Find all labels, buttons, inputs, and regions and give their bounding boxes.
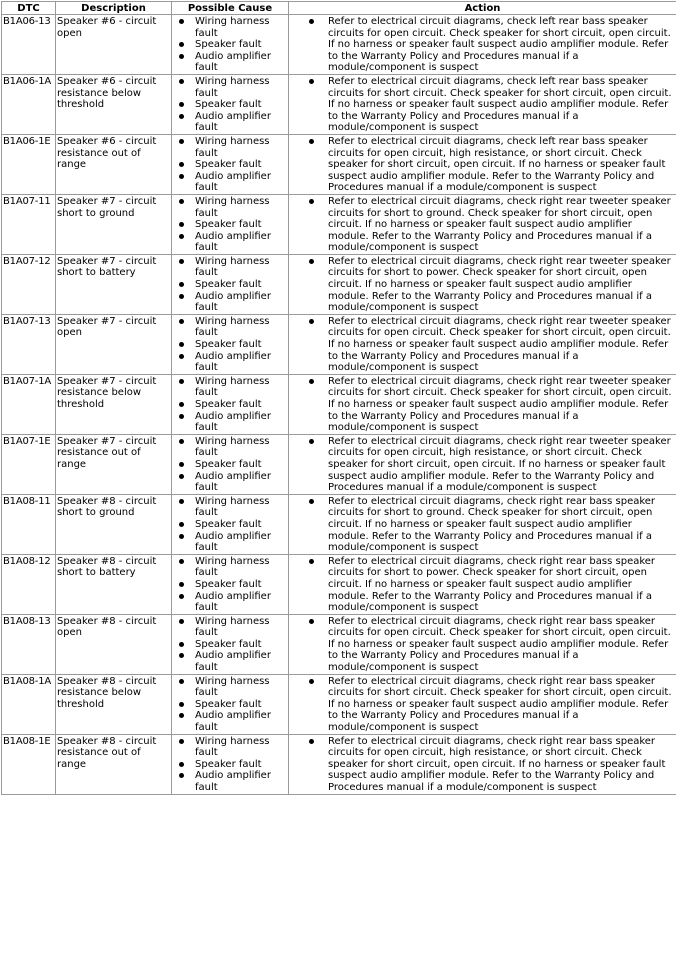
possible-cause-item: Wiring harness fault	[178, 256, 287, 279]
action-cell	[289, 74, 676, 134]
possible-cause-cell	[172, 614, 289, 674]
table-row	[2, 554, 676, 614]
action-list	[290, 136, 675, 194]
possible-cause-item: Wiring harness fault	[178, 196, 287, 219]
possible-cause-item: Wiring harness fault	[178, 556, 287, 579]
action-text: Refer to electrical circuit diagrams, check left rear bass speaker circuits for open circuit, high resistance, or short circuit. Check speaker for short circuit, open circuit. If no harness or speaker fault suspect audio amplifier module. Refer to the Warranty Policy and Procedures manual if a module/component is suspect	[308, 136, 675, 194]
possible-cause-item: Wiring harness fault	[178, 76, 287, 99]
action-list	[290, 616, 675, 674]
possible-cause-list	[173, 256, 287, 314]
possible-cause-list	[173, 676, 287, 734]
dtc-code: B1A06-1E	[2, 134, 56, 194]
dtc-description: Speaker #8 - circuit short to ground	[56, 494, 172, 554]
table-row	[2, 374, 676, 434]
action-cell	[289, 15, 676, 75]
action-text: Refer to electrical circuit diagrams, check right rear tweeter speaker circuits for short to power. Check speaker for short circuit, open circuit. If no harness or speaker fault suspect audio amplifier module. Refer to the Warranty Policy and Procedures manual if a module/component is suspect	[308, 256, 675, 314]
possible-cause-item: Audio amplifier fault	[178, 471, 287, 494]
action-text: Refer to electrical circuit diagrams, check right rear bass speaker circuits for short to ground. Check speaker for short circuit, open circuit. If no harness or speaker fault suspect audio amplifier module. Refer to the Warranty Policy and Procedures manual if a module/component is suspect	[308, 496, 675, 554]
dtc-code: B1A07-13	[2, 314, 56, 374]
dtc-code: B1A06-1A	[2, 74, 56, 134]
possible-cause-item: Wiring harness fault	[178, 736, 287, 759]
possible-cause-item: Audio amplifier fault	[178, 411, 287, 434]
action-cell	[289, 194, 676, 254]
dtc-code: B1A08-1E	[2, 734, 56, 794]
action-list	[290, 676, 675, 734]
header-description: Description	[56, 2, 172, 15]
possible-cause-item: Speaker fault	[178, 219, 287, 231]
dtc-description: Speaker #6 - circuit resistance below threshold	[56, 74, 172, 134]
action-list	[290, 556, 675, 614]
dtc-table	[1, 1, 676, 795]
action-cell	[289, 254, 676, 314]
possible-cause-list	[173, 376, 287, 434]
possible-cause-cell	[172, 74, 289, 134]
header-row	[2, 2, 676, 15]
dtc-description: Speaker #7 - circuit resistance below threshold	[56, 374, 172, 434]
possible-cause-item: Audio amplifier fault	[178, 231, 287, 254]
action-list	[290, 436, 675, 494]
possible-cause-list	[173, 316, 287, 374]
possible-cause-list	[173, 136, 287, 194]
table-row	[2, 254, 676, 314]
action-list	[290, 16, 675, 74]
possible-cause-cell	[172, 254, 289, 314]
possible-cause-item: Speaker fault	[178, 39, 287, 51]
possible-cause-item: Speaker fault	[178, 699, 287, 711]
dtc-description: Speaker #7 - circuit short to ground	[56, 194, 172, 254]
table-row	[2, 194, 676, 254]
dtc-code: B1A08-1A	[2, 674, 56, 734]
possible-cause-item: Wiring harness fault	[178, 496, 287, 519]
dtc-description: Speaker #7 - circuit short to battery	[56, 254, 172, 314]
dtc-code: B1A08-13	[2, 614, 56, 674]
table-row	[2, 434, 676, 494]
dtc-code: B1A07-1E	[2, 434, 56, 494]
possible-cause-item: Speaker fault	[178, 519, 287, 531]
dtc-code: B1A08-11	[2, 494, 56, 554]
table-header	[2, 2, 676, 15]
table-row	[2, 674, 676, 734]
possible-cause-item: Speaker fault	[178, 639, 287, 651]
action-text: Refer to electrical circuit diagrams, check right rear bass speaker circuits for short circuit. Check speaker for short circuit, open circuit. If no harness or speaker fault suspect audio amplifier module. Refer to the Warranty Policy and Procedures manual if a module/component is suspect	[308, 676, 675, 734]
action-list	[290, 496, 675, 554]
possible-cause-list	[173, 616, 287, 674]
possible-cause-item: Audio amplifier fault	[178, 51, 287, 74]
possible-cause-cell	[172, 314, 289, 374]
table-body	[2, 15, 676, 795]
possible-cause-item: Speaker fault	[178, 99, 287, 111]
possible-cause-item: Audio amplifier fault	[178, 591, 287, 614]
dtc-code: B1A08-12	[2, 554, 56, 614]
header-possible-cause: Possible Cause	[172, 2, 289, 15]
possible-cause-item: Wiring harness fault	[178, 136, 287, 159]
action-cell	[289, 134, 676, 194]
possible-cause-cell	[172, 434, 289, 494]
possible-cause-cell	[172, 554, 289, 614]
possible-cause-item: Audio amplifier fault	[178, 351, 287, 374]
action-list	[290, 316, 675, 374]
table-row	[2, 15, 676, 75]
table-row	[2, 134, 676, 194]
dtc-code: B1A07-1A	[2, 374, 56, 434]
dtc-code: B1A06-13	[2, 15, 56, 75]
action-cell	[289, 374, 676, 434]
table-row	[2, 734, 676, 794]
action-text: Refer to electrical circuit diagrams, check right rear tweeter speaker circuits for open circuit. Check speaker for short circuit, open circuit. If no harness or speaker fault suspect audio amplifier module. Refer to the Warranty Policy and Procedures manual if a module/component is suspect	[308, 316, 675, 374]
possible-cause-item: Audio amplifier fault	[178, 531, 287, 554]
table-row	[2, 494, 676, 554]
possible-cause-cell	[172, 134, 289, 194]
dtc-description: Speaker #8 - circuit open	[56, 614, 172, 674]
possible-cause-item: Wiring harness fault	[178, 316, 287, 339]
possible-cause-item: Audio amplifier fault	[178, 650, 287, 673]
action-list	[290, 76, 675, 134]
dtc-description: Speaker #6 - circuit resistance out of range	[56, 134, 172, 194]
dtc-code: B1A07-12	[2, 254, 56, 314]
action-text: Refer to electrical circuit diagrams, check right rear bass speaker circuits for open circuit. Check speaker for short circuit, open circuit. If no harness or speaker fault suspect audio amplifier module. Refer to the Warranty Policy and Procedures manual if a module/component is suspect	[308, 616, 675, 674]
possible-cause-item: Speaker fault	[178, 459, 287, 471]
possible-cause-list	[173, 436, 287, 494]
action-text: Refer to electrical circuit diagrams, check right rear bass speaker circuits for open circuit, high resistance, or short circuit. Check speaker for short circuit, open circuit. If no harness or speaker fault suspect audio amplifier module. Refer to the Warranty Policy and Procedures manual if a module/component is suspect	[308, 736, 675, 794]
action-cell	[289, 494, 676, 554]
dtc-description: Speaker #8 - circuit resistance below threshold	[56, 674, 172, 734]
action-list	[290, 256, 675, 314]
possible-cause-item: Audio amplifier fault	[178, 171, 287, 194]
possible-cause-item: Wiring harness fault	[178, 376, 287, 399]
dtc-description: Speaker #6 - circuit open	[56, 15, 172, 75]
possible-cause-item: Wiring harness fault	[178, 16, 287, 39]
possible-cause-list	[173, 196, 287, 254]
possible-cause-cell	[172, 194, 289, 254]
possible-cause-item: Wiring harness fault	[178, 616, 287, 639]
possible-cause-list	[173, 76, 287, 134]
possible-cause-item: Speaker fault	[178, 579, 287, 591]
dtc-description: Speaker #7 - circuit open	[56, 314, 172, 374]
possible-cause-cell	[172, 674, 289, 734]
dtc-description: Speaker #8 - circuit resistance out of range	[56, 734, 172, 794]
possible-cause-cell	[172, 734, 289, 794]
possible-cause-item: Speaker fault	[178, 159, 287, 171]
possible-cause-item: Speaker fault	[178, 759, 287, 771]
possible-cause-item: Audio amplifier fault	[178, 710, 287, 733]
possible-cause-item: Audio amplifier fault	[178, 770, 287, 793]
header-action: Action	[289, 2, 676, 15]
dtc-description: Speaker #7 - circuit resistance out of range	[56, 434, 172, 494]
dtc-code: B1A07-11	[2, 194, 56, 254]
possible-cause-list	[173, 16, 287, 74]
header-dtc: DTC	[2, 2, 56, 15]
possible-cause-item: Audio amplifier fault	[178, 111, 287, 134]
possible-cause-cell	[172, 374, 289, 434]
possible-cause-item: Wiring harness fault	[178, 436, 287, 459]
possible-cause-item: Speaker fault	[178, 339, 287, 351]
action-cell	[289, 614, 676, 674]
table-row	[2, 74, 676, 134]
action-cell	[289, 314, 676, 374]
possible-cause-item: Wiring harness fault	[178, 676, 287, 699]
possible-cause-cell	[172, 15, 289, 75]
action-text: Refer to electrical circuit diagrams, check right rear bass speaker circuits for short to power. Check speaker for short circuit, open circuit. If no harness or speaker fault suspect audio amplifier module. Refer to the Warranty Policy and Procedures manual if a module/component is suspect	[308, 556, 675, 614]
action-cell	[289, 674, 676, 734]
action-text: Refer to electrical circuit diagrams, check right rear tweeter speaker circuits for short to ground. Check speaker for short circuit, open circuit. If no harness or speaker fault suspect audio amplifier module. Refer to the Warranty Policy and Procedures manual if a module/component is suspect	[308, 196, 675, 254]
possible-cause-item: Speaker fault	[178, 279, 287, 291]
table-row	[2, 314, 676, 374]
action-list	[290, 376, 675, 434]
possible-cause-item: Speaker fault	[178, 399, 287, 411]
dtc-description: Speaker #8 - circuit short to battery	[56, 554, 172, 614]
action-text: Refer to electrical circuit diagrams, check left rear bass speaker circuits for short circuit. Check speaker for short circuit, open circuit. If no harness or speaker fault suspect audio amplifier module. Refer to the Warranty Policy and Procedures manual if a module/component is suspect	[308, 76, 675, 134]
possible-cause-list	[173, 556, 287, 614]
table-row	[2, 614, 676, 674]
action-cell	[289, 554, 676, 614]
possible-cause-item: Audio amplifier fault	[178, 291, 287, 314]
action-cell	[289, 734, 676, 794]
possible-cause-list	[173, 736, 287, 794]
action-list	[290, 196, 675, 254]
possible-cause-list	[173, 496, 287, 554]
action-text: Refer to electrical circuit diagrams, check right rear tweeter speaker circuits for open circuit, high resistance, or short circuit. Check speaker for short circuit, open circuit. If no harness or speaker fault suspect audio amplifier module. Refer to the Warranty Policy and Procedures manual if a module/component is suspect	[308, 436, 675, 494]
action-list	[290, 736, 675, 794]
action-text: Refer to electrical circuit diagrams, check left rear bass speaker circuits for open circuit. Check speaker for short circuit, open circuit. If no harness or speaker fault suspect audio amplifier module. Refer to the Warranty Policy and Procedures manual if a module/component is suspect	[308, 16, 675, 74]
action-text: Refer to electrical circuit diagrams, check right rear tweeter speaker circuits for short circuit. Check speaker for short circuit, open circuit. If no harness or speaker fault suspect audio amplifier module. Refer to the Warranty Policy and Procedures manual if a module/component is suspect	[308, 376, 675, 434]
possible-cause-cell	[172, 494, 289, 554]
action-cell	[289, 434, 676, 494]
